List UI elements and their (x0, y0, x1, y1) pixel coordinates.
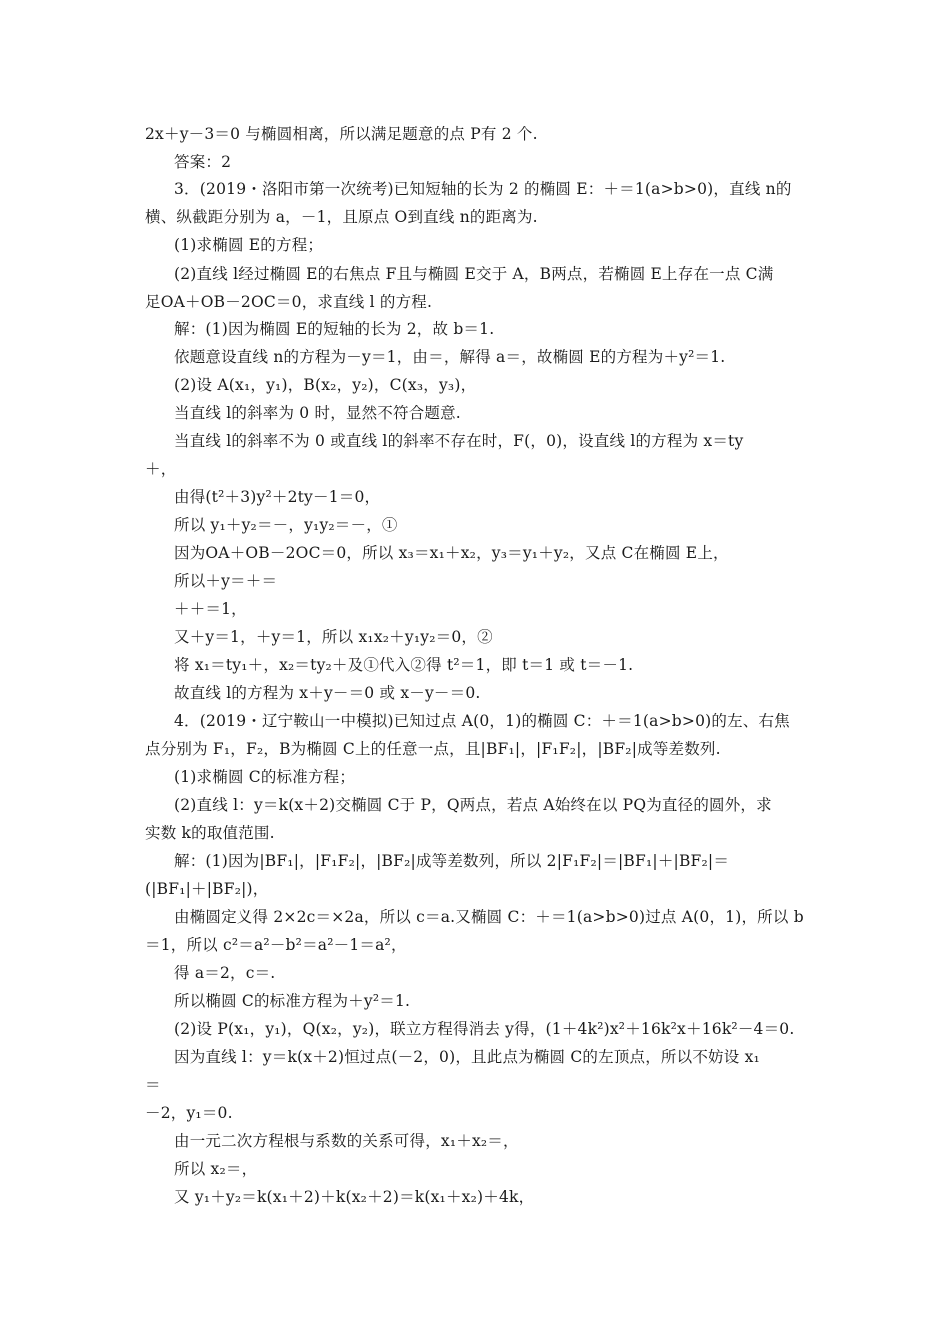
text-line: 所以椭圆 C的标准方程为＋y²＝1. (174, 992, 411, 1010)
text-line: 由椭圆定义得 2×2c＝×2a，所以 c＝a.又椭圆 C：＋＝1(a>b>0)过点 A(0，1)，所以 b (174, 908, 804, 926)
text-line: 3．(2019・洛阳市第一次统考)已知短轴的长为 2 的椭圆 E：＋＝1(a>b>0)，直线 n的 (174, 180, 792, 198)
text-line: (2)设 P(x₁，y₁)，Q(x₂，y₂)，联立方程得消去 y得，(1＋4k²)x²＋16k²x＋16k²－4＝0. (174, 1020, 795, 1038)
text-line: 实数 k的取值范围. (145, 824, 275, 842)
text-line: 所以 y₁＋y₂＝－，y₁y₂＝－，① (174, 516, 398, 534)
text-line: 将 x₁＝ty₁＋，x₂＝ty₂＋及①代入②得 t²＝1，即 t＝1 或 t＝－1. (174, 656, 634, 674)
text-line: 所以＋y＝＋＝ (174, 572, 278, 590)
text-line: (2)直线 l经过椭圆 E的右焦点 F且与椭圆 E交于 A，B两点，若椭圆 E上存在一点 C满 (174, 265, 774, 283)
text-line: 当直线 l的斜率不为 0 或直线 l的斜率不存在时，F(，0)，设直线 l的方程为 x＝ty (174, 432, 744, 450)
text-line: 又＋y＝1，＋y＝1，所以 x₁x₂＋y₁y₂＝0，② (174, 628, 493, 646)
text-line: ＋， (145, 460, 177, 478)
text-line: 因为OA＋OB－2OC＝0，所以 x₃＝x₁＋x₂，y₃＝y₁＋y₂，又点 C在椭圆 E上， (174, 544, 729, 562)
text-line: 点分别为 F₁，F₂，B为椭圆 C上的任意一点，且|BF₁|，|F₁F₂|，|BF₂|成等差数列. (145, 740, 721, 758)
text-line: (2)设 A(x₁，y₁)，B(x₂，y₂)，C(x₃，y₃)， (174, 376, 477, 394)
text-line: 由一元二次方程根与系数的关系可得，x₁＋x₂＝， (174, 1132, 519, 1150)
text-line: 得 a＝2，c＝. (174, 964, 276, 982)
text-line: (1)求椭圆 C的标准方程； (174, 768, 356, 786)
text-line: ＋＋＝1， (174, 600, 247, 618)
text-line: ＝ (145, 1076, 161, 1094)
text-line: 又 y₁＋y₂＝k(x₁＋2)＋k(x₂＋2)＝k(x₁＋x₂)＋4k， (174, 1188, 535, 1206)
text-line: 当直线 l的斜率为 0 时，显然不符合题意. (174, 404, 461, 422)
text-line: 2x＋y－3＝0 与椭圆相离，所以满足题意的点 P有 2 个. (145, 125, 538, 143)
text-line: 横、纵截距分别为 a，－1，且原点 O到直线 n的距离为. (145, 208, 538, 226)
text-line: 4．(2019・辽宁鞍山一中模拟)已知过点 A(0，1)的椭圆 C：＋＝1(a>b>0)的左、右焦 (174, 712, 790, 730)
text-line: 故直线 l的方程为 x＋y－＝0 或 x－y－＝0. (174, 684, 481, 702)
text-line: 解：(1)因为椭圆 E的短轴的长为 2，故 b＝1. (174, 320, 495, 338)
text-line: 由得(t²＋3)y²＋2ty－1＝0， (174, 488, 381, 506)
text-line: 足OA＋OB－2OC＝0，求直线 l 的方程. (145, 293, 433, 311)
text-line: 答案：2 (174, 153, 232, 171)
text-line: ＝1，所以 c²＝a²－b²＝a²－1＝a²， (145, 936, 407, 954)
text-line: (|BF₁|＋|BF₂|)， (145, 880, 269, 898)
text-line: 解：(1)因为|BF₁|，|F₁F₂|，|BF₂|成等差数列，所以 2|F₁F₂|＝|BF₁|＋|BF₂|＝ (174, 852, 730, 870)
text-line: 因为直线 l：y＝k(x＋2)恒过点(－2，0)，且此点为椭圆 C的左顶点，所以不妨设 x₁ (174, 1048, 760, 1066)
text-line: (1)求椭圆 E的方程； (174, 236, 324, 254)
text-line: －2，y₁＝0. (145, 1104, 233, 1122)
text-line: (2)直线 l：y＝k(x＋2)交椭圆 C于 P，Q两点，若点 A始终在以 PQ为直径的圆外，求 (174, 796, 772, 814)
text-line: 依题意设直线 n的方程为－y＝1，由＝，解得 a＝，故椭圆 E的方程为＋y²＝1. (174, 348, 726, 366)
text-line: 所以 x₂＝， (174, 1160, 258, 1178)
